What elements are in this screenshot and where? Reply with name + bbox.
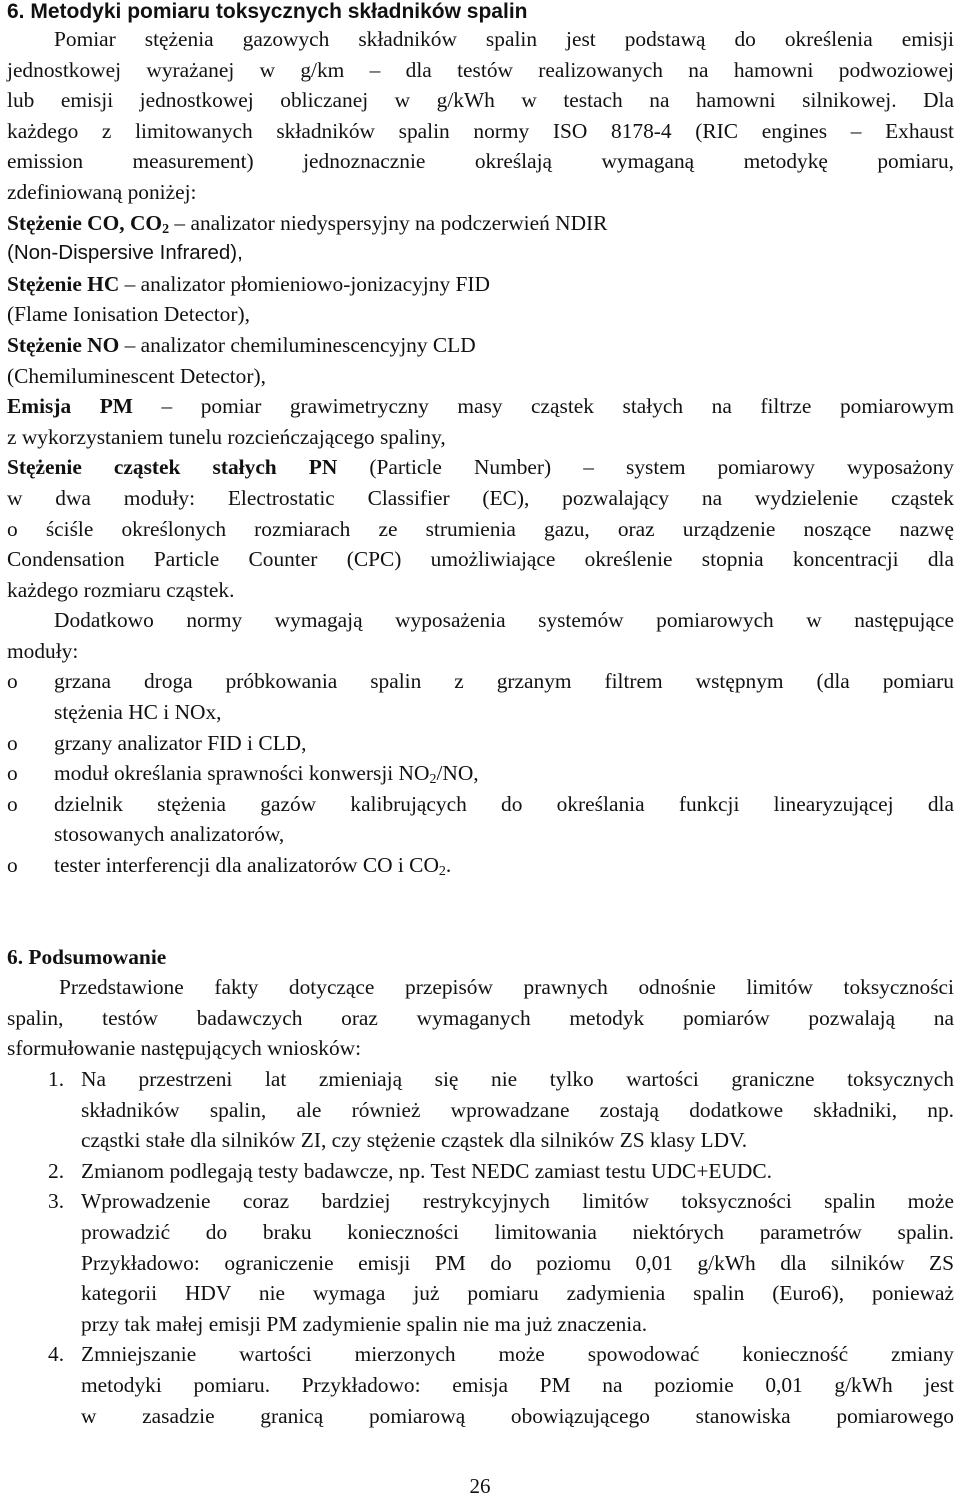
definition-text: – pomiar grawimetryczny masy cząstek stałych na filtrze pomiarowym xyxy=(132,394,955,419)
list-item-continuation xyxy=(7,1370,954,1401)
definition-line: każdego rozmiaru cząstek. xyxy=(7,577,235,602)
intro-line: każdego z limitowanych składników spalin normy ISO 8178-4 (RIC engines – Exhaust xyxy=(7,118,954,143)
list-item-text: grzana droga próbkowania spalin z grzanym filtrem wstępnym (dla pomiaru xyxy=(54,669,954,694)
list-item-text: dzielnik stężenia gazów kalibrujących do określania funkcji linearyzującej dla xyxy=(54,791,954,816)
summary-title: 6. Podsumowanie xyxy=(7,944,167,969)
list-item-continuation xyxy=(7,1309,954,1340)
list-item xyxy=(7,850,954,881)
bullet-marker: o xyxy=(7,791,18,816)
definition-text: – analizator niedyspersyjny na podczerwień NDIR xyxy=(169,210,608,235)
list-item-text: składników spalin, ale również wprowadzane zostają dodatkowe składniki, np. xyxy=(81,1097,954,1122)
list-number: 3. xyxy=(48,1189,65,1214)
list-number: 4. xyxy=(48,1342,65,1367)
paragraph-line: moduły: xyxy=(7,638,79,663)
list-item-text: Wprowadzenie coraz bardziej restrykcyjnych limitów toksyczności spalin może xyxy=(81,1189,954,1214)
text-run: tester interferencji dla analizatorów CO i CO xyxy=(54,853,439,878)
list-item-continuation xyxy=(7,1278,954,1309)
definition-pm xyxy=(7,391,954,422)
list-item xyxy=(7,789,954,820)
list-item-text: Na przestrzeni lat zmieniają się nie tylko wartości graniczne toksycznych xyxy=(81,1067,954,1091)
definition-text: – analizator chemiluminescencyjny CLD xyxy=(119,332,476,357)
list-item xyxy=(7,666,954,697)
list-item-text xyxy=(7,758,954,789)
module-list xyxy=(7,666,954,880)
definition-line: w dwa moduły: Electrostatic Classifier (EC), pozwalający na wydzielenie cząstek xyxy=(7,485,954,510)
subscript: 2 xyxy=(438,864,446,880)
section-spacer xyxy=(7,881,954,942)
definition-label: Stężenie HC xyxy=(7,271,120,296)
list-item-text xyxy=(7,850,954,881)
summary-paragraph xyxy=(7,972,954,1064)
definition-label: Stężenie cząstek stałych PN xyxy=(7,455,338,480)
definition-line: o ściśle określonych rozmiarach ze strumienia gazu, oraz urządzenie noszące nazwę xyxy=(7,516,954,541)
intro-line: zdefiniowaną poniżej: xyxy=(7,179,197,204)
list-item-continuation xyxy=(7,1248,954,1279)
list-item-text: w zasadzie granicą pomiarową obowiązującego stanowiska pomiarowego xyxy=(81,1403,954,1428)
list-item-text: Zmniejszanie wartości mierzonych może spowodować konieczność zmiany xyxy=(81,1342,954,1367)
list-item xyxy=(7,758,954,789)
page-number: 26 xyxy=(469,1474,491,1498)
document-page xyxy=(7,0,954,1431)
intro-paragraph xyxy=(7,24,954,208)
definition-label: Emisja PM xyxy=(7,394,133,419)
definition-co xyxy=(7,208,954,239)
definition-line: z wykorzystaniem tunelu rozcieńczającego spaliny, xyxy=(7,424,446,449)
additional-paragraph xyxy=(7,605,954,666)
bullet-marker: o xyxy=(7,730,18,755)
paragraph-line: spalin, testów badawczych oraz wymaganych metodyk pomiarów pozwalają na xyxy=(7,1005,954,1030)
list-item-text: prowadzić do braku konieczności limitowania niektórych parametrów spalin. xyxy=(81,1219,954,1244)
intro-line: jednostkowej wyrażanej w g/km – dla testów realizowanych na hamowni podwoziowej xyxy=(7,57,954,82)
list-item-text: Przykładowo: ograniczenie emisji PM do poziomu 0,01 g/kWh dla silników ZS xyxy=(81,1250,954,1275)
definition-line: (Flame Ionisation Detector), xyxy=(7,302,250,327)
definition-text: – analizator płomieniowo-jonizacyjny FID xyxy=(119,271,490,296)
list-item xyxy=(7,1064,954,1095)
list-item-text: grzany analizator FID i CLD, xyxy=(54,730,307,755)
measurement-definitions xyxy=(7,208,954,606)
list-item-continuation xyxy=(7,1095,954,1126)
text-run: moduł określania sprawności konwersji NO xyxy=(54,761,430,786)
section-title: 6. Metodyki pomiaru toksycznych składników spalin xyxy=(7,0,528,23)
paragraph-line: sformułowanie następujących wniosków: xyxy=(7,1036,362,1061)
definition-line: Condensation Particle Counter (CPC) umożliwiające określenie stopnia koncentracji dla xyxy=(7,547,954,572)
bullet-marker: o xyxy=(7,669,18,694)
list-item-text: przy tak małej emisji PM zadymienie spalin nie ma już znaczenia. xyxy=(81,1311,648,1336)
list-item-text: stężenia HC i NOx, xyxy=(54,700,222,725)
bullet-marker: o xyxy=(7,853,18,878)
bullet-marker: o xyxy=(7,761,18,786)
definition-line: (Chemiluminescent Detector), xyxy=(7,363,266,388)
definition-hc xyxy=(7,269,954,300)
list-item-text: cząstki stałe dla silników ZI, czy stężenie cząstek dla silników ZS klasy LDV. xyxy=(81,1128,748,1153)
list-item xyxy=(7,728,954,759)
list-number: 1. xyxy=(48,1067,65,1091)
subscript: 2 xyxy=(162,221,170,237)
list-item-continuation xyxy=(7,1217,954,1248)
definition-pn xyxy=(7,452,954,483)
list-item xyxy=(7,1156,954,1187)
list-item-text: metodyki pomiaru. Przykładowo: emisja PM na poziomie 0,01 g/kWh jest xyxy=(81,1372,954,1397)
list-item-text: stosowanych analizatorów, xyxy=(54,822,285,847)
definition-text: (Particle Number) – system pomiarowy wyposażony xyxy=(337,455,954,480)
paragraph-line: Przedstawione fakty dotyczące przepisów prawnych odnośnie limitów toksyczności xyxy=(59,975,954,1000)
intro-line: emission measurement) jednoznacznie określają wymaganą metodykę pomiaru, xyxy=(7,149,954,174)
intro-line: lub emisji jednostkowej obliczanej w g/kWh w testach na hamowni silnikowej. Dla xyxy=(7,88,954,113)
list-item-continuation xyxy=(7,1401,954,1432)
list-item xyxy=(7,1339,954,1370)
definition-no xyxy=(7,330,954,361)
intro-line: Pomiar stężenia gazowych składników spalin jest podstawą do określenia emisji xyxy=(54,27,954,51)
subscript: 2 xyxy=(429,772,437,788)
definition-label: Stężenie CO, CO xyxy=(7,210,163,235)
list-number: 2. xyxy=(48,1158,65,1183)
definition-label: Stężenie NO xyxy=(7,332,120,357)
text-run: /NO, xyxy=(436,761,479,786)
conclusions-list xyxy=(7,1064,954,1431)
list-item xyxy=(7,1186,954,1217)
text-run: . xyxy=(445,853,452,878)
list-item-continuation xyxy=(7,1125,954,1156)
paragraph-line: Dodatkowo normy wymagają wyposażenia systemów pomiarowych w następujące xyxy=(54,608,954,633)
list-item-text: kategorii HDV nie wymaga już pomiaru zadymienia spalin (Euro6), ponieważ xyxy=(81,1281,954,1306)
definition-line: (Non-Dispersive Infrared), xyxy=(7,241,243,265)
list-item-text: Zmianom podlegają testy badawcze, np. Test NEDC zamiast testu UDC+EUDC. xyxy=(81,1158,772,1183)
